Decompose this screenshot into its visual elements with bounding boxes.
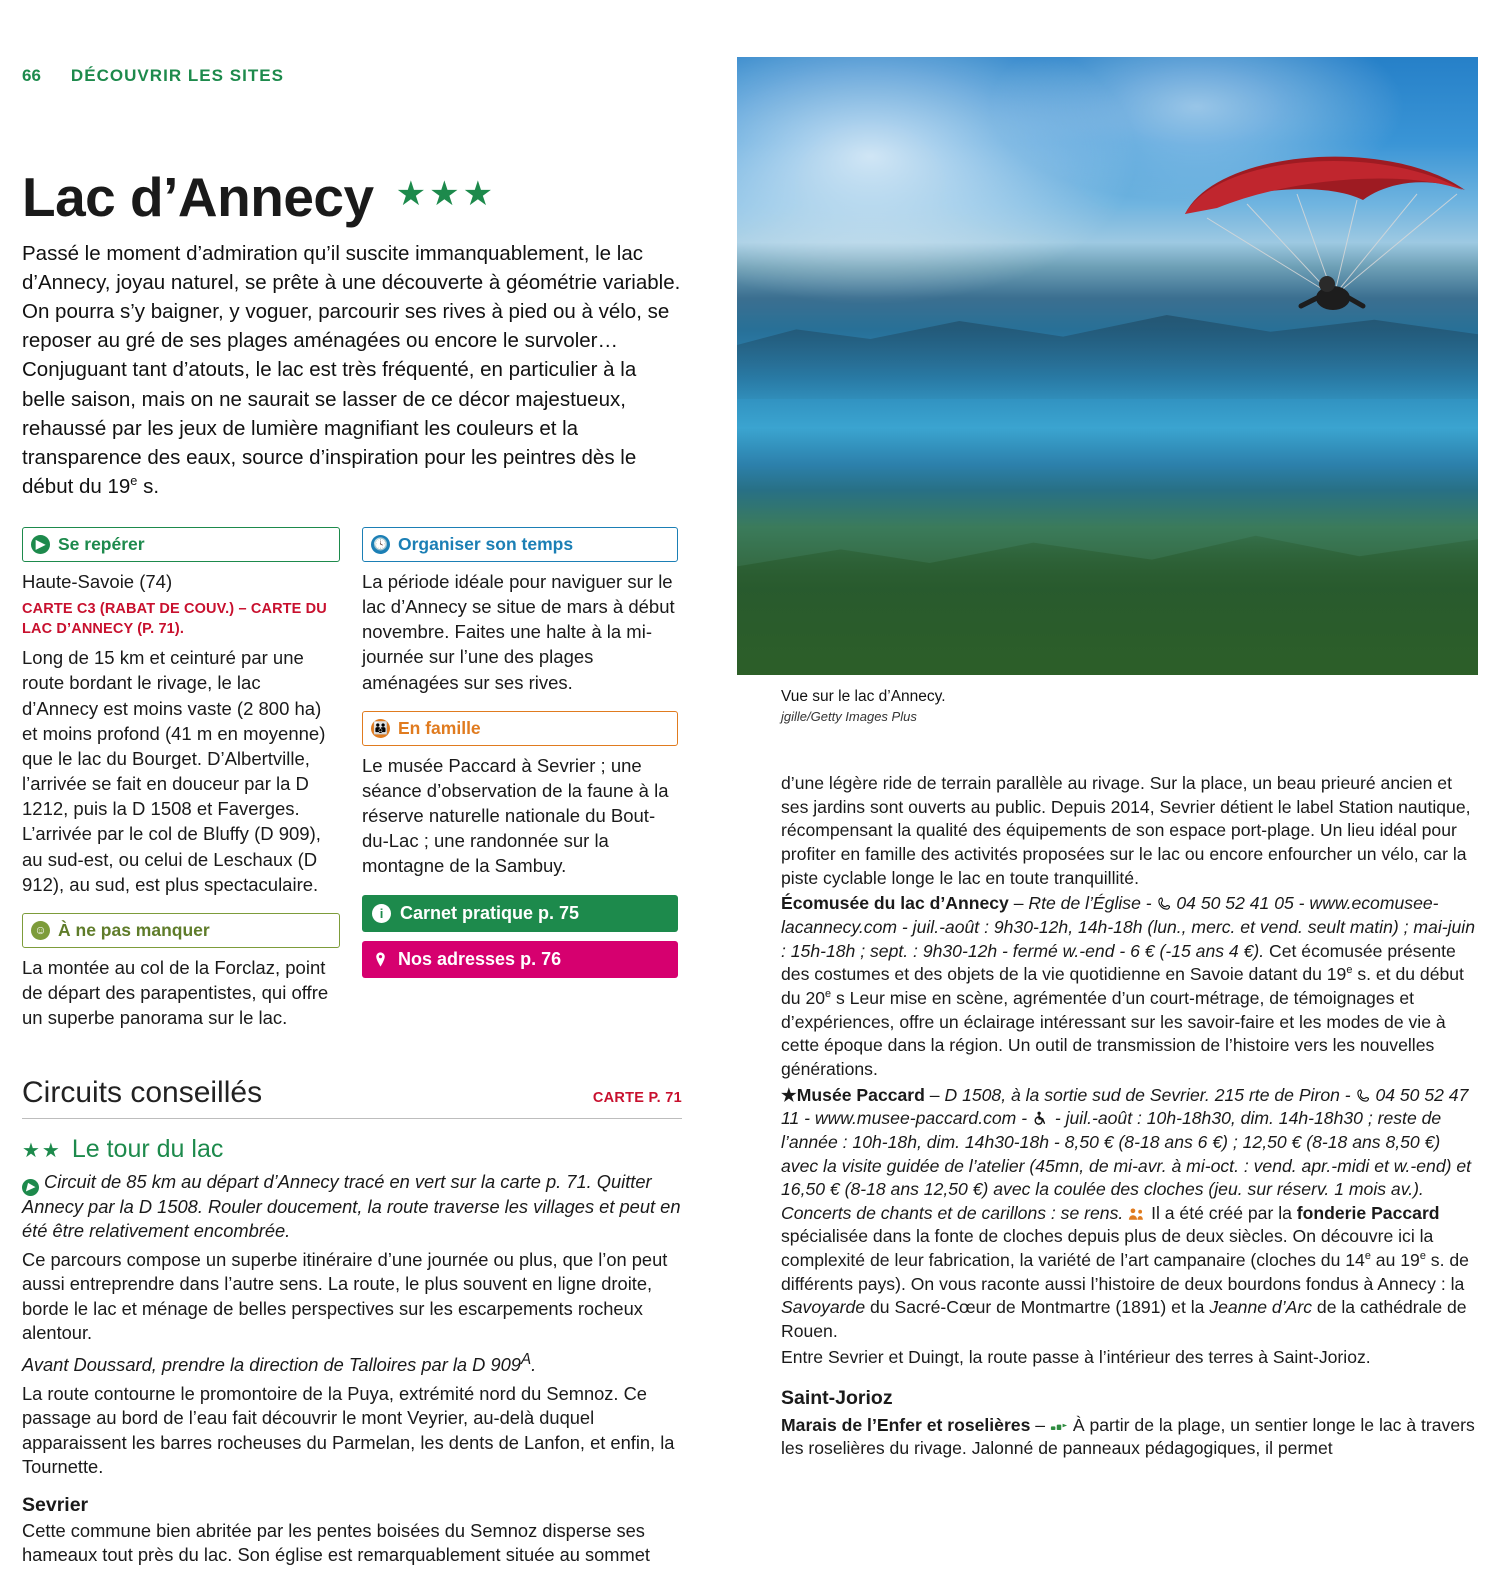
- poi-bold-term: fonderie Paccard: [1296, 1202, 1440, 1223]
- intro-text: Passé le moment d’admiration qu’il suscite immanquablement, le lac d’Annecy, joyau naturel, se prête à une découverte à géométrie variable. On pourra s’y baigner, y voguer, parcourir ses rives à pied ou à vélo, se reposer au gré de ses plages aménagées ou encore le survoler… Conjuguant tant d’atouts, le lac est très fréquenté, en particulier à la belle saison, mais on ne saurait se lasser de ce décor majestueux, rehaussé par les jeux de lumière magnifiant les couleurs et la transparence des eaux, source d’inspiration pour les peintres dès le début du 19e s.: [22, 242, 681, 498]
- subsection-stars: ★★: [22, 1140, 62, 1163]
- trail-icon: [1050, 1415, 1068, 1428]
- box-body-organiser: [362, 569, 678, 695]
- circuit-para-italic-text: Avant Doussard, prendre la direction de Talloires par la D 909: [22, 1354, 521, 1375]
- circuit-para-italic-end: .: [531, 1354, 537, 1375]
- poi-name: Écomusée du lac d’Annecy: [781, 893, 1009, 914]
- place-heading-saint-jorioz: Saint-Jorioz: [781, 1387, 893, 1410]
- poi-practical-info: 04 50 52 41 05 - www.ecomusee-lacannecy.com - juil.-août : 9h30-12h, 14h-18h (lun., merc. et vend. seult matin) ; mai-juin : 15h-18h ; sept. : 9h30-12h - fermé w.-end - 6 € (-15 ans 4 €).: [781, 893, 1475, 961]
- right-column: [781, 772, 1481, 1461]
- road-suffix: A: [520, 1350, 532, 1368]
- box-title: À ne pas manquer: [58, 919, 210, 940]
- page-title: Lac d’Annecy: [22, 166, 374, 228]
- page-number: 66: [22, 66, 41, 85]
- poi-ecomusee: [781, 892, 1481, 1081]
- box-header-organiser: [362, 527, 678, 562]
- family-icon: [1128, 1203, 1146, 1216]
- carte-reference[interactable]: CARTE P. 71: [592, 1090, 682, 1107]
- en-famille-text: Le musée Paccard à Sevrier ; une séance d’observation de la faune à la réserve naturelle nationale du Bout-du-Lac ; une randonnée sur la montagne de la Sambuy.: [362, 754, 669, 877]
- box-body-en-famille: [362, 753, 678, 879]
- phone-icon: [1356, 1086, 1371, 1101]
- poi-dash: –: [924, 1084, 945, 1105]
- circuit-para-italic: [22, 1350, 682, 1378]
- rating-stars: ★★★: [395, 174, 497, 213]
- poi-hours-prices: - juil.-août : 10h-18h30, dim. 14h-18h30 ; reste de l’année : 10h-18h, dim. 14h30-18h - 8,50 € (8-18 ans 6 €) ; 12,50 € (8-18 ans 8,50 €) avec la visite guidée de l’atelier (45mn, de mi-avr. à mi-oct. : vend. apr.-midi et w.-end) et 16,50 € (8-18 ans 12,50 €) avec la coulée des cloches (jeu. sur réserv. 1 mois av.). Concerts de chants et de carillons : se rens.: [781, 1108, 1472, 1223]
- info-column-left: [22, 527, 340, 1046]
- cta-label: Nos adresses p. 76: [398, 948, 562, 969]
- box-title: Organiser son temps: [398, 533, 574, 554]
- a-ne-pas-manquer-text: La montée au col de la Forclaz, point de départ des parapentistes, qui offre un superbe panorama sur le lac.: [22, 956, 329, 1029]
- bell-name-2: Jeanne d’Arc: [1209, 1297, 1313, 1318]
- poi-address: Rte de l’Église -: [1028, 893, 1152, 914]
- continuation-paragraph: d’une légère ride de terrain parallèle au rivage. Sur la place, un beau prieuré ancien et ses jardins sont ouverts au public. Depuis 2014, Sevrier détient le label Station nautique, récompensant la qualité des équipements de son espace port-plage. Un lieu idéal pour profiter en famille des activités proposées sur le lac ou encore enfourcher un vélo, car la piste cyclable longe le lac en toute tranquillité.: [781, 773, 1471, 888]
- poi-name: Marais de l’Enfer et roselières: [781, 1414, 1031, 1435]
- info-column-right: [362, 527, 678, 987]
- clock-icon: 🕓: [371, 535, 390, 554]
- info-boxes: [22, 527, 682, 1046]
- circuit-lead: [22, 1170, 682, 1244]
- se-reperer-text: Long de 15 km et ceinturé par une route bordant le rivage, le lac d’Annecy est moins vaste (2 800 ha) et moins profond (41 m en moyenne) que le lac du Bourget. D’Albertville, l’arrivée se fait en douceur par la D 1212, puis la D 1508 et Faverges. L’arrivée par le col de Bluffy (D 909), au sud-est, ou celui de Leschaux (D 912), au sud, est plus spectaculaire.: [22, 647, 326, 895]
- wheelchair-icon: [1032, 1108, 1050, 1121]
- caption-text: Vue sur le lac d’Annecy.: [781, 688, 946, 705]
- page-header: [22, 66, 284, 86]
- map-pin-icon: [372, 951, 389, 968]
- cta-label: Carnet pratique p. 75: [400, 902, 580, 923]
- box-header-se-reperer: [22, 527, 340, 562]
- poi-marais-enfer: [781, 1414, 1481, 1461]
- phone-icon: [1157, 894, 1172, 909]
- subsection-title-tour-du-lac: [22, 1135, 682, 1164]
- map-reference[interactable]: CARTE C3 (RABAT DE COUV.) – CARTE DU LAC D’ANNECY (P. 71).: [22, 601, 327, 637]
- poi-dash: –: [1008, 893, 1029, 914]
- box-title: En famille: [398, 717, 481, 738]
- star-marker: ★: [781, 1084, 797, 1105]
- poi-description-2: spécialisée dans la fonte de cloches depuis plus de deux siècles. On découvre ici la complexité de leur fabrication, la variété de l’art campanaire (cloches du 14e au 19e s. de différents pays). On vous raconte aussi l’histoire de deux bourdons fondus à Annecy : la: [781, 1226, 1469, 1294]
- figure-caption: [781, 686, 1481, 727]
- cta-carnet-pratique[interactable]: [362, 895, 678, 932]
- box-body-a-ne-pas-manquer: [22, 955, 340, 1030]
- poi-description-1: Il a été créé par la: [1151, 1202, 1297, 1223]
- paraglider-illustration: [1177, 142, 1477, 332]
- circuit-para-1: Ce parcours compose un superbe itinéraire d’une journée ou plus, que l’on peut aussi entreprendre dans l’autre sens. La route, le plus souvent en ligne droite, borde le lac et ménage de belles perspectives sur les escarpements rocheux alentour.: [22, 1248, 668, 1344]
- left-column: [22, 166, 682, 1572]
- poi-description: À partir de la plage, un sentier longe le lac à travers les roselières du rivage. Jalonné de panneaux pédagogiques, il permet: [781, 1414, 1475, 1459]
- section-title: Circuits conseillés: [22, 1076, 263, 1110]
- title-row: [22, 166, 682, 228]
- box-header-a-ne-pas-manquer: [22, 913, 340, 948]
- play-circle-icon: ▶: [22, 1179, 39, 1196]
- box-title: Se repérer: [58, 533, 145, 554]
- section-header-circuits: [22, 1076, 682, 1119]
- running-head: DÉCOUVRIR LES SITES: [70, 66, 284, 85]
- organiser-text: La période idéale pour naviguer sur le lac d’Annecy se situe de mars à début novembre. Faites une halte à la mi-journée sur l’une des plages aménagées sur ses rives.: [362, 570, 675, 693]
- circuit-para-2: La route contourne le promontoire de la Puya, extrémité nord du Semnoz. Ce passage au bord de l’eau fait découvrir le mont Veyrier, au-delà duquel apparaissent les barres rocheuses du Parmelan, les dents de Lanfon, et enfin, la Tournette.: [22, 1382, 675, 1478]
- family-icon: 👪: [371, 719, 390, 738]
- poi-address: D 1508, à la sortie sud de Sevrier. 215 rte de Piron -: [944, 1084, 1351, 1105]
- intro-paragraph: [22, 239, 682, 501]
- poi-description: Cet écomusée présente des costumes et des objets de la vie quotidienne en Savoie datant du 19e s. et du début du 20e s Leur mise en scène, agrémentée d’un court-métrage, de témoignages et d’expériences, offre un éclairage intéressant sur les savoir-faire et les modes de vie à cette époque dans la région. Un outil de transmission de l’histoire vers les nouvelles générations.: [781, 940, 1464, 1079]
- smiley-icon: ☺: [31, 921, 50, 940]
- paragraph-entre-sevrier-duingt: Entre Sevrier et Duingt, la route passe à l’intérieur des terres à Saint-Jorioz.: [781, 1346, 1371, 1367]
- subsection-label: Le tour du lac: [71, 1135, 224, 1164]
- poi-name: Musée Paccard: [796, 1084, 925, 1105]
- poi-description-3: du Sacré-Cœur de Montmartre (1891) et la: [865, 1297, 1210, 1318]
- cta-nos-adresses[interactable]: [362, 941, 678, 978]
- bell-name-1: Savoyarde: [781, 1297, 866, 1318]
- photo-credit: jgille/Getty Images Plus: [781, 709, 917, 725]
- poi-description-4: de la cathédrale de Rouen.: [781, 1297, 1467, 1342]
- locate-icon: ▶: [31, 535, 50, 554]
- box-body-se-reperer: [22, 569, 340, 897]
- place-heading-sevrier: Sevrier: [22, 1493, 89, 1516]
- poi-phone-web: 04 50 52 47 11 - www.musee-paccard.com -: [781, 1084, 1469, 1129]
- circuit-lead-text: Circuit de 85 km au départ d’Annecy tracé en vert sur la carte p. 71. Quitter Annecy par la D 1508. Rouler doucement, la route traverse les villages et peut en été être relativement encombrée.: [22, 1171, 681, 1242]
- hero-photo: [737, 57, 1478, 675]
- poi-musee-paccard: [781, 1084, 1481, 1344]
- region-line: Haute-Savoie (74): [22, 570, 173, 592]
- info-icon: i: [372, 904, 391, 923]
- box-header-en-famille: [362, 711, 678, 746]
- sevrier-text: Cette commune bien abritée par les pentes boisées du Semnoz disperse ses hameaux tout près du lac. Son église est remarquablement située au sommet: [22, 1519, 650, 1566]
- poi-dash: –: [1030, 1414, 1050, 1435]
